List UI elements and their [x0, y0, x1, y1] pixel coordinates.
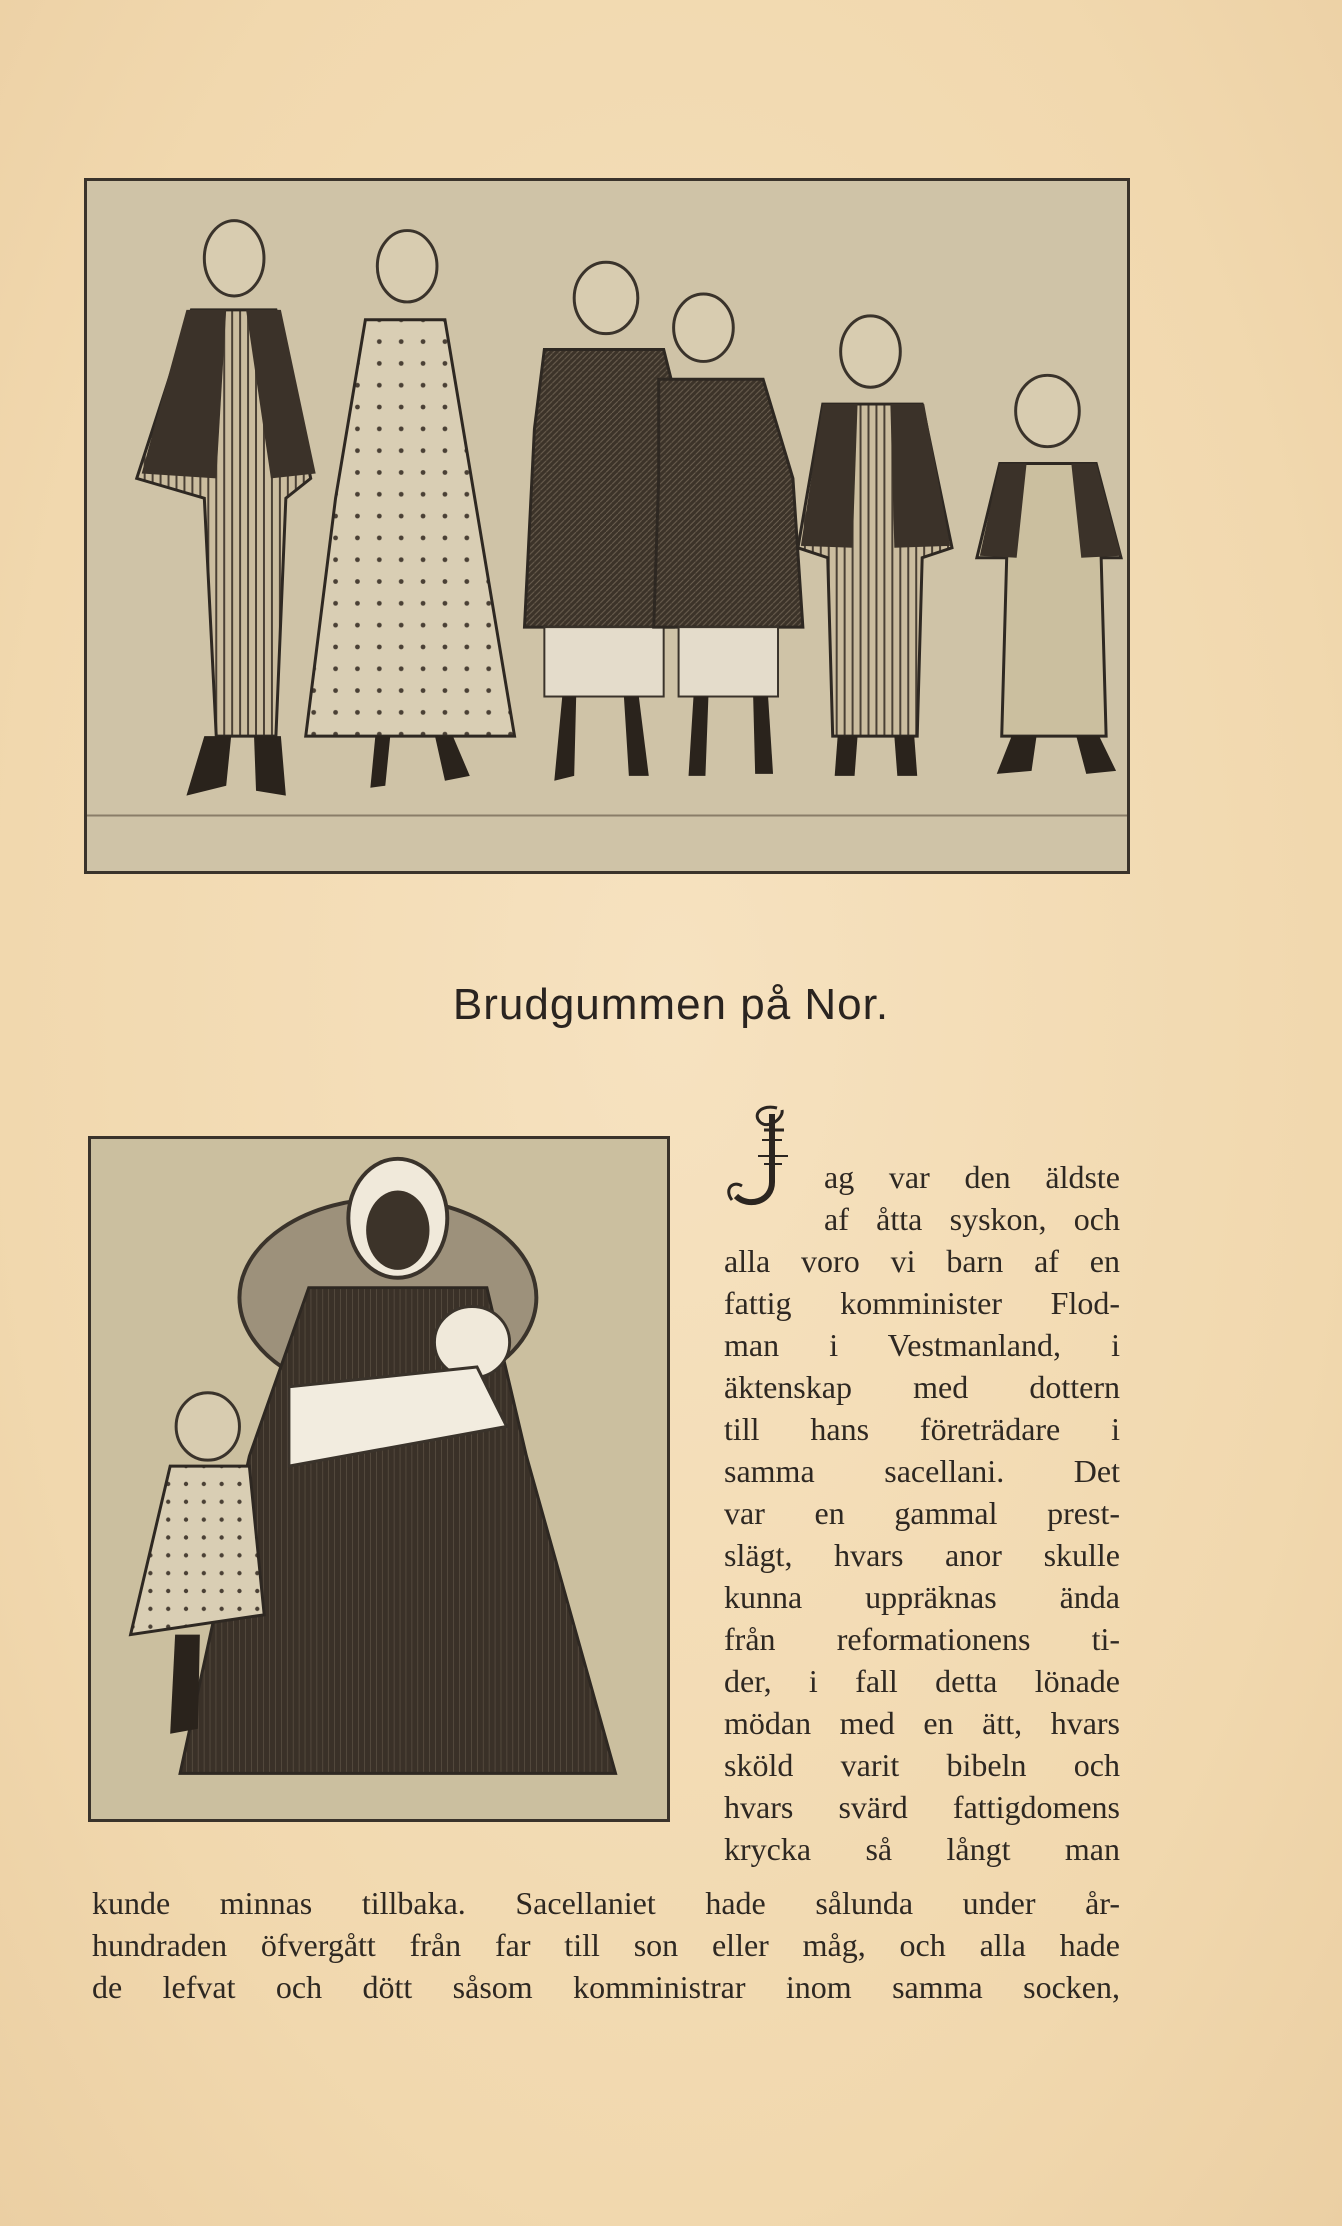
text-line: fattig komminister Flod-	[724, 1285, 1120, 1321]
text-line: hvars svärd fattigdomens	[724, 1789, 1120, 1825]
illustration-mother-with-children	[88, 1136, 670, 1822]
text-line: krycka så långt man	[724, 1831, 1120, 1867]
text-line: från reformationens ti-	[724, 1621, 1120, 1657]
text-line: der, i fall detta lönade	[724, 1663, 1120, 1699]
text-line: mödan med en ätt, hvars	[724, 1705, 1120, 1741]
text-line: af åtta syskon, och	[824, 1201, 1120, 1237]
illustration-children-group	[84, 178, 1130, 874]
text-line: alla voro vi barn af en	[724, 1243, 1120, 1279]
mother-sketch-image	[91, 1139, 667, 1819]
full-width-text	[92, 1882, 1120, 2008]
text-line: till hans företrädare i	[724, 1411, 1120, 1447]
children-sketch-image	[87, 181, 1127, 871]
text-line: slägt, hvars anor skulle	[724, 1537, 1120, 1573]
text-line: samma sacellani. Det	[724, 1453, 1120, 1489]
right-text-column	[724, 1156, 1120, 1870]
text-line: var en gammal prest-	[724, 1495, 1120, 1531]
text-line: kunde minnas tillbaka. Sacellaniet hade sålunda under år-	[92, 1885, 1120, 1921]
chapter-title: Brudgummen på Nor.	[452, 980, 890, 1029]
text-line: ag var den äldste	[824, 1159, 1120, 1195]
text-line: man i Vestmanland, i	[724, 1327, 1120, 1363]
text-line: sköld varit bibeln och	[724, 1747, 1120, 1783]
text-line: kunna uppräknas ända	[724, 1579, 1120, 1615]
text-line: äktenskap med dottern	[724, 1369, 1120, 1405]
text-line: hundraden öfvergått från far till son eller måg, och alla hade	[92, 1927, 1120, 1963]
text-line: de lefvat och dött såsom komministrar inom samma socken,	[92, 1969, 1120, 2005]
